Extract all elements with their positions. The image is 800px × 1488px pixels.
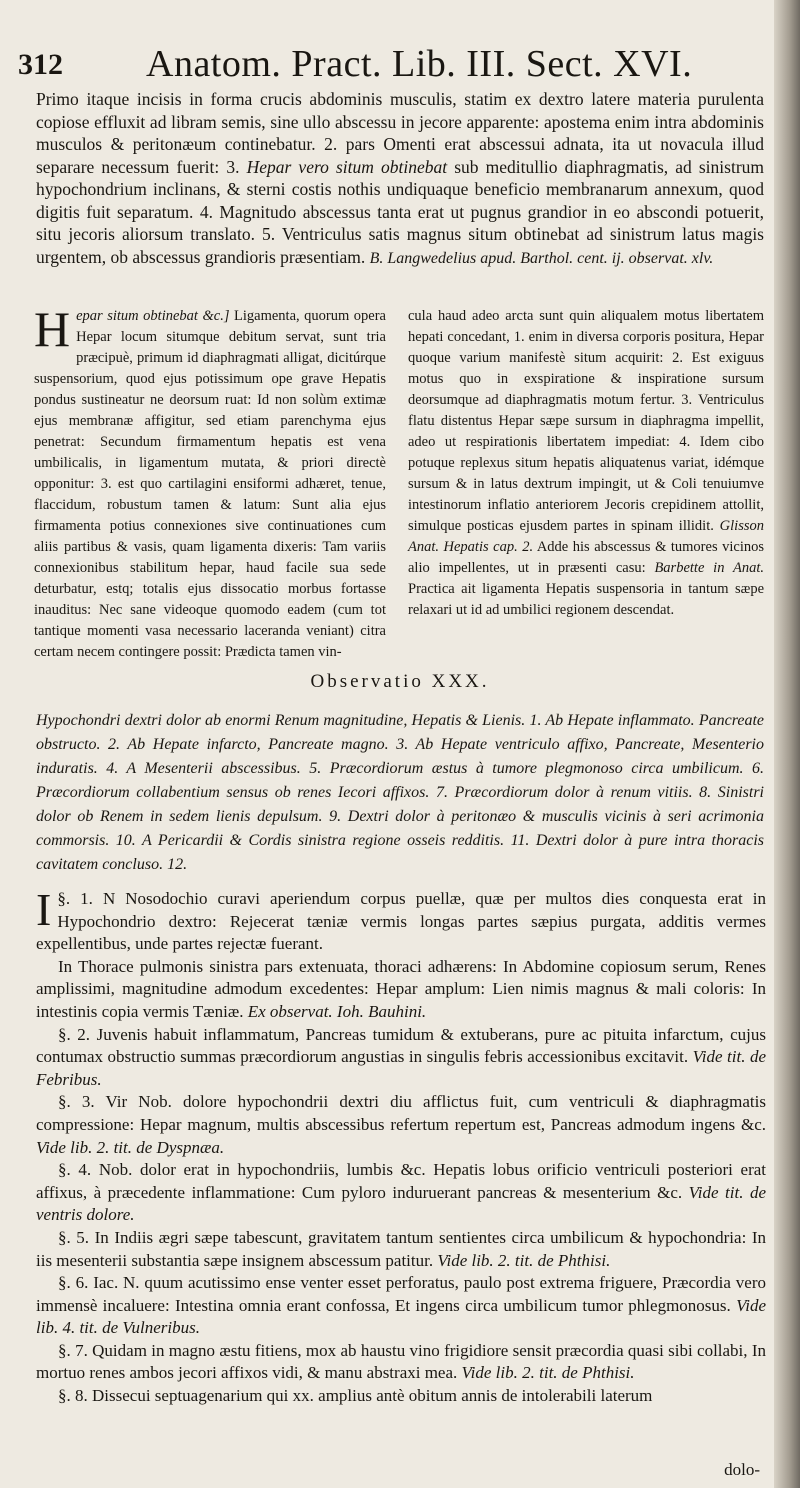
section-paragraph — [36, 1385, 766, 1408]
section-paragraph — [36, 1340, 766, 1385]
commentary-right-text: cula haud adeo arcta sunt quin aliqualem motus libertatem hepati concedant, 1. enim in diversa corporis positura, Hepar quoque varium manifestè situm acquirit: 2. Est exiguus motus quo in exspiratione & inspiratione sursum deorsumque ad diaphragmatis motum fertur. 3. Ventriculus flatu distentus Hepar sæpe sursum in diaphragma impellit, adeo ut respirationis libertatem impediat: 4. Idem cibo potuque replexus situm hepatis aliquatenus variat, idémque sursum & in latus dextrum impingit, ut & Coli tenuiumve intestinorum inflatio anteriorem Jecoris crepidinem attollit, simulque posticas ejusdem partes in spinam illidit. — [408, 308, 764, 534]
section-number: §. 8. — [58, 1386, 88, 1406]
section-paragraph — [36, 1272, 766, 1340]
section-paragraph — [36, 1091, 766, 1159]
section-text: Quidam in magno æstu fitiens, mox ab haustu vino frigidiore sensit præcordia quasi sibi collabi, In mortuo renes ambos jecori affixos vidi, & manu abstraxi mea. — [36, 1340, 767, 1383]
section-text: N Nosodochio curavi aperiendum corpus puellæ, quæ per multos dies conquesta erat in Hypochondrio dextro: Rejecerat tæniæ vermis longas partes sæpius purgata, additis vermes expellentibus, unde partes rejectæ fuerant. — [36, 889, 767, 954]
section-paragraph — [36, 884, 767, 956]
intro-text-continued: sub meditullio diaphragmatis, ad sinistrum hypochondrium inclinans, & sterni costis nothis undiquaque beneficio membranarum annexum, quod digitis fuit separatum. 4. Magnitudo abscessus tanta erat ut pugnus grandior in eo abscondi potuerit, situ jecoris aliorsum translato. 5. Ventriculus satis magnus situm obtinebat ad sinistrum latus magis urgentem, ob abscessus grandioris præsentiam. — [36, 156, 765, 267]
observation-summary: Hypochondri dextri dolor ab enormi Renum magnitudine, Hepatis & Lienis. 1. Ab Hepate inflammato. Pancreate obstructo. 2. Ab Hepate infarcto, Pancreate magno. 3. Ab Hepate ventriculo affixo, Pancreate, Mesenterio induratis. 4. A Mesenterii abscessibus. 5. Præcordiorum æstus à tumore plegmonoso circa umbilicum. 6. Præcordiorum collabentium sensus ob renes Iecori affixos. 7. Præcordiorum dolor à renum vitiis. 8. Sinistri dolor ob Renem in sedem lienis depulsum. 9. Dextri dolor à peritonæo & musculis vicinis à seri acrimonia commorsis. 10. A Pericardii & Cordis sinistra regione osseis redditis. 11. Dextri dolor à pure intra thoracis cavitatem concluso. 12. — [36, 712, 764, 873]
intro-text: Primo itaque incisis in forma crucis abdominis musculis, statim ex dextro latere materia purulenta copiose effluxit ad libram semis, sine ullo abscessu in jecore apparente: apostema enim intra abdominis musculos & peritonæum continebatur. 2. pars Omenti erat abscessui adnata, ita ut novacula illud separare necessum fuerit: 3. — [36, 89, 764, 177]
commentary-right-text-3: Practica ait ligamenta Hepatis suspensoria in tantum sæpe relaxari ut id ad umbilici regionem descendat. — [408, 581, 764, 618]
intro-citation: B. Langwedelius apud. Barthol. cent. ij. observat. xlv. — [369, 249, 714, 267]
section-text: In Indiis ægri sæpe tabescunt, gravitatem tantum sentientes circa umbilicum & hypochondria: In iis mesenterii substantia sæpe insignem abscessum patitur. — [36, 1227, 767, 1270]
section-citation: Vide lib. 2. tit. de Dyspnæa. — [36, 1137, 225, 1157]
page-header — [18, 44, 778, 90]
commentary-citation-barbette: Barbette in Anat. — [654, 560, 764, 576]
section-number: §. 4. — [58, 1160, 92, 1180]
running-head: Anatom. Pract. Lib. III. Sect. XVI. — [146, 43, 693, 85]
section-text: Juvenis habuit inflammatum, Pancreas tumidum & extuberans, pure ac pituita infarctum, cujus contumax obstructio summas præcordiorum angustias in singulis febris accessionibus excitavit. — [36, 1024, 766, 1067]
section-number: §. 1. — [57, 889, 93, 908]
section-paragraph — [36, 1159, 766, 1227]
section-citation: Vide lib. 2. tit. de Phthisi. — [461, 1363, 635, 1383]
section-drop-cap: I — [36, 884, 52, 935]
section-paragraph — [36, 1024, 766, 1092]
section-text: In Thorace pulmonis sinistra pars extenuata, thoraci adhærens: In Abdomine copiosum serum, Renes amplissimi, magnitudine admodum excedentes: Hepar amplum: Lien nimis magnus & mali coloris: In intestinis copia vermis Tæniæ. — [36, 956, 766, 1021]
section-citation: Ex observat. Ioh. Bauhini. — [247, 1001, 427, 1021]
section-text: Nob. dolor erat in hypochondriis, lumbis &c. Hepatis lobus orificio ventriculi posteriori erat affixus, à præcedente inflammatione: Cum pyloro induruerant pancreas & mesenterium &c. — [36, 1160, 767, 1202]
section-citation: Vide tit. de ventris dolore. — [36, 1182, 767, 1225]
commentary-right-column — [408, 306, 764, 621]
section-number: §. 5. — [58, 1227, 90, 1247]
section-paragraph — [36, 956, 766, 1024]
commentary-citation-glisson: Glisson Anat. Hepatis cap. 2. — [408, 518, 764, 555]
commentary-right-text-2: Adde his abscessus & tumores vicinos alio impellentes, ut in præsenti casu: — [408, 539, 764, 576]
intro-italic-phrase: Hepar vero situm obtinebat — [246, 156, 448, 177]
observation-body — [36, 884, 767, 1408]
drop-cap: H — [34, 301, 71, 357]
commentary-left-text: Ligamenta, quorum opera Hepar locum situmque debitum servat, sunt tria præcipuè, primum id diaphragmati alligat, dicitúrque suspensorium, quod ejus potissimum ope grave Hepatis pondus sustineatur ne deorsum ruat: Id non solùm extimæ ejus membranæ affigitur, sed etiam parenchyma ejus penetrat: Secundum firmamentum hepatis est vena umbilicalis, in ligamentum mutata, & priori directè opponitur: 3. est quo cartilagini ensiformi adhæret, tenue, flaccidum, robustum tamen & latum: Sunt alia ejus firmamenta potius connexiones sive continuationes cum aliis partibus & vasis, quam ligamenta dixeris: Tam variis connexionibus stabilitum hepar, haud facile sua sede deturbatur, estq; totalis ejus dissocatio morbus fortasse inauditus: Nec sane videoque quomodo eadem (cum tot tantique momenti vasa necessario laceranda veniant) citra certam necem contingere possit: Prædicta tamen vin- — [34, 308, 386, 660]
section-citation: Vide lib. 4. tit. de Vulneribus. — [36, 1295, 766, 1338]
binding-gutter — [774, 0, 800, 1488]
page-number: 312 — [18, 48, 63, 81]
intro-paragraph — [36, 88, 764, 270]
commentary-left-column — [34, 301, 386, 663]
section-number: §. 3. — [58, 1092, 95, 1112]
section-number: §. 7. — [58, 1340, 88, 1360]
section-citation: Vide lib. 2. tit. de Phthisi. — [437, 1250, 611, 1270]
observation-title: Observatio XXX. — [310, 671, 490, 692]
section-number: §. 6. — [58, 1273, 89, 1293]
section-text: Iac. N. quum acutissimo ense venter esset perforatus, paulo post extrema friguere, Præcordia vero immensè incaluere: Intestina omnia erant confossa, Et ingens circa umbilicum tumor phlegmonosus. — [36, 1273, 766, 1315]
commentary-lemma: epar situm obtinebat &c.] — [76, 308, 230, 324]
catchword: dolo- — [724, 1460, 760, 1479]
section-text: Vir Nob. dolore hypochondrii dextri diu afflictus fuit, cum ventriculi & diaphragmatis compressione: Hepar magnum, multis abscessibus refertum repertum est, Pancreas admodum ingens &c. — [36, 1092, 766, 1134]
section-citation: Vide tit. de Febribus. — [36, 1047, 767, 1089]
section-text: Dissecui septuagenarium qui xx. amplius antè obitum annis de intolerabili laterum — [92, 1386, 653, 1406]
section-paragraph — [36, 1227, 766, 1272]
section-number: §. 2. — [58, 1024, 91, 1044]
